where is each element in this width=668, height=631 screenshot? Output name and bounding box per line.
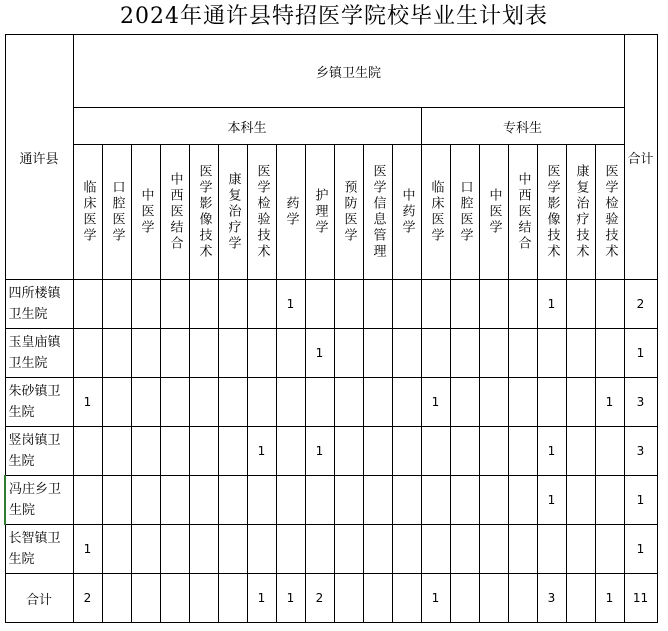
- plan-cell: [363, 476, 392, 525]
- major-label: 口腔医学: [109, 180, 125, 244]
- grand-total: 11: [624, 574, 657, 623]
- plan-cell: [247, 525, 276, 574]
- table-row: [5, 329, 657, 378]
- hospital-name: 竖岗镇卫生院: [5, 427, 73, 476]
- plan-cell: [363, 280, 392, 329]
- major-label: 中药学: [399, 188, 415, 236]
- plan-cell: [73, 329, 102, 378]
- hospital-name: 长智镇卫生院: [5, 525, 73, 574]
- sum-cell: [566, 574, 595, 623]
- row-total: 1: [624, 329, 657, 378]
- major-header: [334, 145, 363, 280]
- plan-cell: [131, 525, 160, 574]
- plan-cell: [334, 329, 363, 378]
- major-header: [595, 145, 624, 280]
- major-label: 医学检验技术: [254, 164, 270, 260]
- plan-cell: [218, 329, 247, 378]
- row-total: 1: [624, 476, 657, 525]
- major-header: [479, 145, 508, 280]
- county-header: 通许县: [5, 35, 73, 280]
- major-label: 医学影像技术: [196, 164, 212, 260]
- plan-cell: [566, 525, 595, 574]
- sum-cell: [334, 574, 363, 623]
- plan-cell: [392, 427, 421, 476]
- plan-cell: [450, 280, 479, 329]
- plan-table: [4, 34, 658, 623]
- row-total: 3: [624, 378, 657, 427]
- plan-cell: [305, 476, 334, 525]
- table-row: [5, 427, 657, 476]
- plan-cell: [479, 525, 508, 574]
- plan-cell: [73, 476, 102, 525]
- plan-cell: [421, 525, 450, 574]
- plan-cell: [392, 329, 421, 378]
- hospital-name: 冯庄乡卫生院: [5, 476, 73, 525]
- plan-cell: [131, 329, 160, 378]
- plan-cell: [276, 329, 305, 378]
- major-label: 口腔医学: [457, 180, 473, 244]
- plan-cell: [566, 427, 595, 476]
- plan-cell: [334, 280, 363, 329]
- plan-cell: [595, 427, 624, 476]
- plan-cell: [479, 427, 508, 476]
- sum-label: 合计: [5, 574, 73, 623]
- plan-cell: [479, 476, 508, 525]
- sum-row: [5, 574, 657, 623]
- plan-cell: [421, 329, 450, 378]
- plan-cell: 1: [595, 378, 624, 427]
- major-label: 中西医结合: [515, 172, 531, 252]
- plan-cell: [450, 476, 479, 525]
- plan-cell: [276, 525, 305, 574]
- plan-cell: [537, 525, 566, 574]
- plan-cell: [392, 280, 421, 329]
- sum-cell: 2: [305, 574, 334, 623]
- major-header: [363, 145, 392, 280]
- row-total: 2: [624, 280, 657, 329]
- sum-cell: 1: [595, 574, 624, 623]
- plan-cell: [508, 427, 537, 476]
- plan-cell: 1: [421, 378, 450, 427]
- major-label: 中医学: [486, 188, 502, 236]
- major-label: 康复治疗学: [225, 172, 241, 252]
- plan-cell: [218, 427, 247, 476]
- plan-cell: [218, 476, 247, 525]
- plan-cell: [102, 476, 131, 525]
- plan-cell: [334, 476, 363, 525]
- plan-cell: 1: [305, 329, 334, 378]
- plan-cell: [189, 329, 218, 378]
- junior-header: 专科生: [421, 108, 624, 145]
- major-label: 医学信息管理: [370, 164, 386, 260]
- sum-cell: [131, 574, 160, 623]
- major-label: 中西医结合: [167, 172, 183, 252]
- row-total: 3: [624, 427, 657, 476]
- plan-cell: [537, 378, 566, 427]
- plan-cell: [131, 476, 160, 525]
- major-header: [421, 145, 450, 280]
- plan-cell: [189, 525, 218, 574]
- plan-cell: 1: [247, 427, 276, 476]
- plan-cell: [160, 280, 189, 329]
- major-header: [218, 145, 247, 280]
- plan-cell: [334, 378, 363, 427]
- sum-cell: [508, 574, 537, 623]
- plan-cell: [392, 378, 421, 427]
- plan-cell: [421, 476, 450, 525]
- plan-cell: [421, 280, 450, 329]
- plan-cell: [160, 378, 189, 427]
- plan-cell: [334, 525, 363, 574]
- plan-cell: [450, 427, 479, 476]
- plan-cell: [508, 525, 537, 574]
- plan-cell: [305, 378, 334, 427]
- plan-cell: [102, 378, 131, 427]
- plan-cell: [392, 525, 421, 574]
- plan-cell: [131, 427, 160, 476]
- table-row: [5, 378, 657, 427]
- row-total: 1: [624, 525, 657, 574]
- plan-cell: [566, 476, 595, 525]
- plan-cell: [102, 329, 131, 378]
- plan-cell: [566, 329, 595, 378]
- sum-cell: 1: [247, 574, 276, 623]
- plan-cell: 1: [537, 280, 566, 329]
- group-header: 乡镇卫生院: [73, 35, 624, 108]
- plan-cell: [276, 427, 305, 476]
- sum-cell: [363, 574, 392, 623]
- plan-cell: [160, 329, 189, 378]
- hospital-name: 朱砂镇卫生院: [5, 378, 73, 427]
- plan-cell: [595, 329, 624, 378]
- plan-cell: [160, 427, 189, 476]
- major-label: 康复治疗技术: [573, 164, 589, 260]
- plan-cell: [508, 378, 537, 427]
- plan-cell: [537, 329, 566, 378]
- plan-cell: [218, 280, 247, 329]
- plan-cell: [450, 525, 479, 574]
- major-header: [450, 145, 479, 280]
- plan-cell: [508, 476, 537, 525]
- plan-cell: [363, 378, 392, 427]
- plan-cell: [479, 378, 508, 427]
- sum-cell: [392, 574, 421, 623]
- plan-cell: [131, 280, 160, 329]
- major-header: [305, 145, 334, 280]
- major-header: [508, 145, 537, 280]
- plan-cell: 1: [73, 378, 102, 427]
- major-header: [247, 145, 276, 280]
- sum-cell: [160, 574, 189, 623]
- total-header: 合计: [624, 35, 657, 280]
- major-header: [537, 145, 566, 280]
- sum-cell: 1: [421, 574, 450, 623]
- major-header: [392, 145, 421, 280]
- major-label: 医学影像技术: [544, 164, 560, 260]
- table-row: [5, 525, 657, 574]
- table-row: [5, 280, 657, 329]
- plan-cell: [73, 280, 102, 329]
- major-label: 医学检验技术: [602, 164, 618, 260]
- plan-cell: [363, 329, 392, 378]
- sum-cell: 3: [537, 574, 566, 623]
- plan-cell: [305, 525, 334, 574]
- plan-cell: [595, 280, 624, 329]
- plan-cell: [189, 427, 218, 476]
- plan-cell: [595, 525, 624, 574]
- major-header: [73, 145, 102, 280]
- plan-cell: [479, 280, 508, 329]
- plan-cell: [189, 476, 218, 525]
- plan-cell: [247, 476, 276, 525]
- plan-cell: 1: [537, 427, 566, 476]
- plan-cell: [102, 427, 131, 476]
- plan-cell: 1: [73, 525, 102, 574]
- plan-cell: [508, 280, 537, 329]
- plan-cell: [566, 280, 595, 329]
- plan-cell: [566, 378, 595, 427]
- major-header: [276, 145, 305, 280]
- plan-cell: [479, 329, 508, 378]
- major-header: [102, 145, 131, 280]
- plan-cell: [218, 525, 247, 574]
- major-label: 药学: [283, 196, 299, 228]
- plan-cell: [276, 378, 305, 427]
- plan-cell: [218, 378, 247, 427]
- plan-cell: [421, 427, 450, 476]
- hospital-name: 四所楼镇卫生院: [5, 280, 73, 329]
- plan-cell: [247, 329, 276, 378]
- hospital-name: 玉皇庙镇卫生院: [5, 329, 73, 378]
- major-label: 临床医学: [80, 180, 96, 244]
- plan-cell: [189, 280, 218, 329]
- page-title: 2024年通许县特招医学院校毕业生计划表: [120, 4, 548, 29]
- plan-cell: [595, 476, 624, 525]
- major-header: [160, 145, 189, 280]
- plan-cell: [131, 378, 160, 427]
- sum-cell: [479, 574, 508, 623]
- plan-cell: [450, 378, 479, 427]
- plan-cell: 1: [305, 427, 334, 476]
- plan-cell: 1: [537, 476, 566, 525]
- undergrad-header: 本科生: [73, 108, 421, 145]
- plan-cell: [189, 378, 218, 427]
- sum-cell: 2: [73, 574, 102, 623]
- plan-cell: [392, 476, 421, 525]
- major-header: [189, 145, 218, 280]
- plan-cell: [276, 476, 305, 525]
- table-row: [5, 476, 657, 525]
- plan-cell: [247, 280, 276, 329]
- sum-cell: [189, 574, 218, 623]
- sum-cell: [218, 574, 247, 623]
- sum-cell: 1: [276, 574, 305, 623]
- major-header: [131, 145, 160, 280]
- plan-cell: 1: [276, 280, 305, 329]
- plan-cell: [73, 427, 102, 476]
- plan-cell: [363, 427, 392, 476]
- major-label: 临床医学: [428, 180, 444, 244]
- sum-cell: [102, 574, 131, 623]
- plan-cell: [160, 476, 189, 525]
- plan-cell: [102, 280, 131, 329]
- plan-cell: [247, 378, 276, 427]
- plan-cell: [160, 525, 189, 574]
- plan-cell: [363, 525, 392, 574]
- plan-cell: [450, 329, 479, 378]
- plan-cell: [305, 280, 334, 329]
- major-header: [566, 145, 595, 280]
- plan-cell: [102, 525, 131, 574]
- plan-cell: [508, 329, 537, 378]
- major-label: 中医学: [138, 188, 154, 236]
- major-label: 护理学: [312, 188, 328, 236]
- sum-cell: [450, 574, 479, 623]
- major-label: 预防医学: [341, 180, 357, 244]
- plan-cell: [334, 427, 363, 476]
